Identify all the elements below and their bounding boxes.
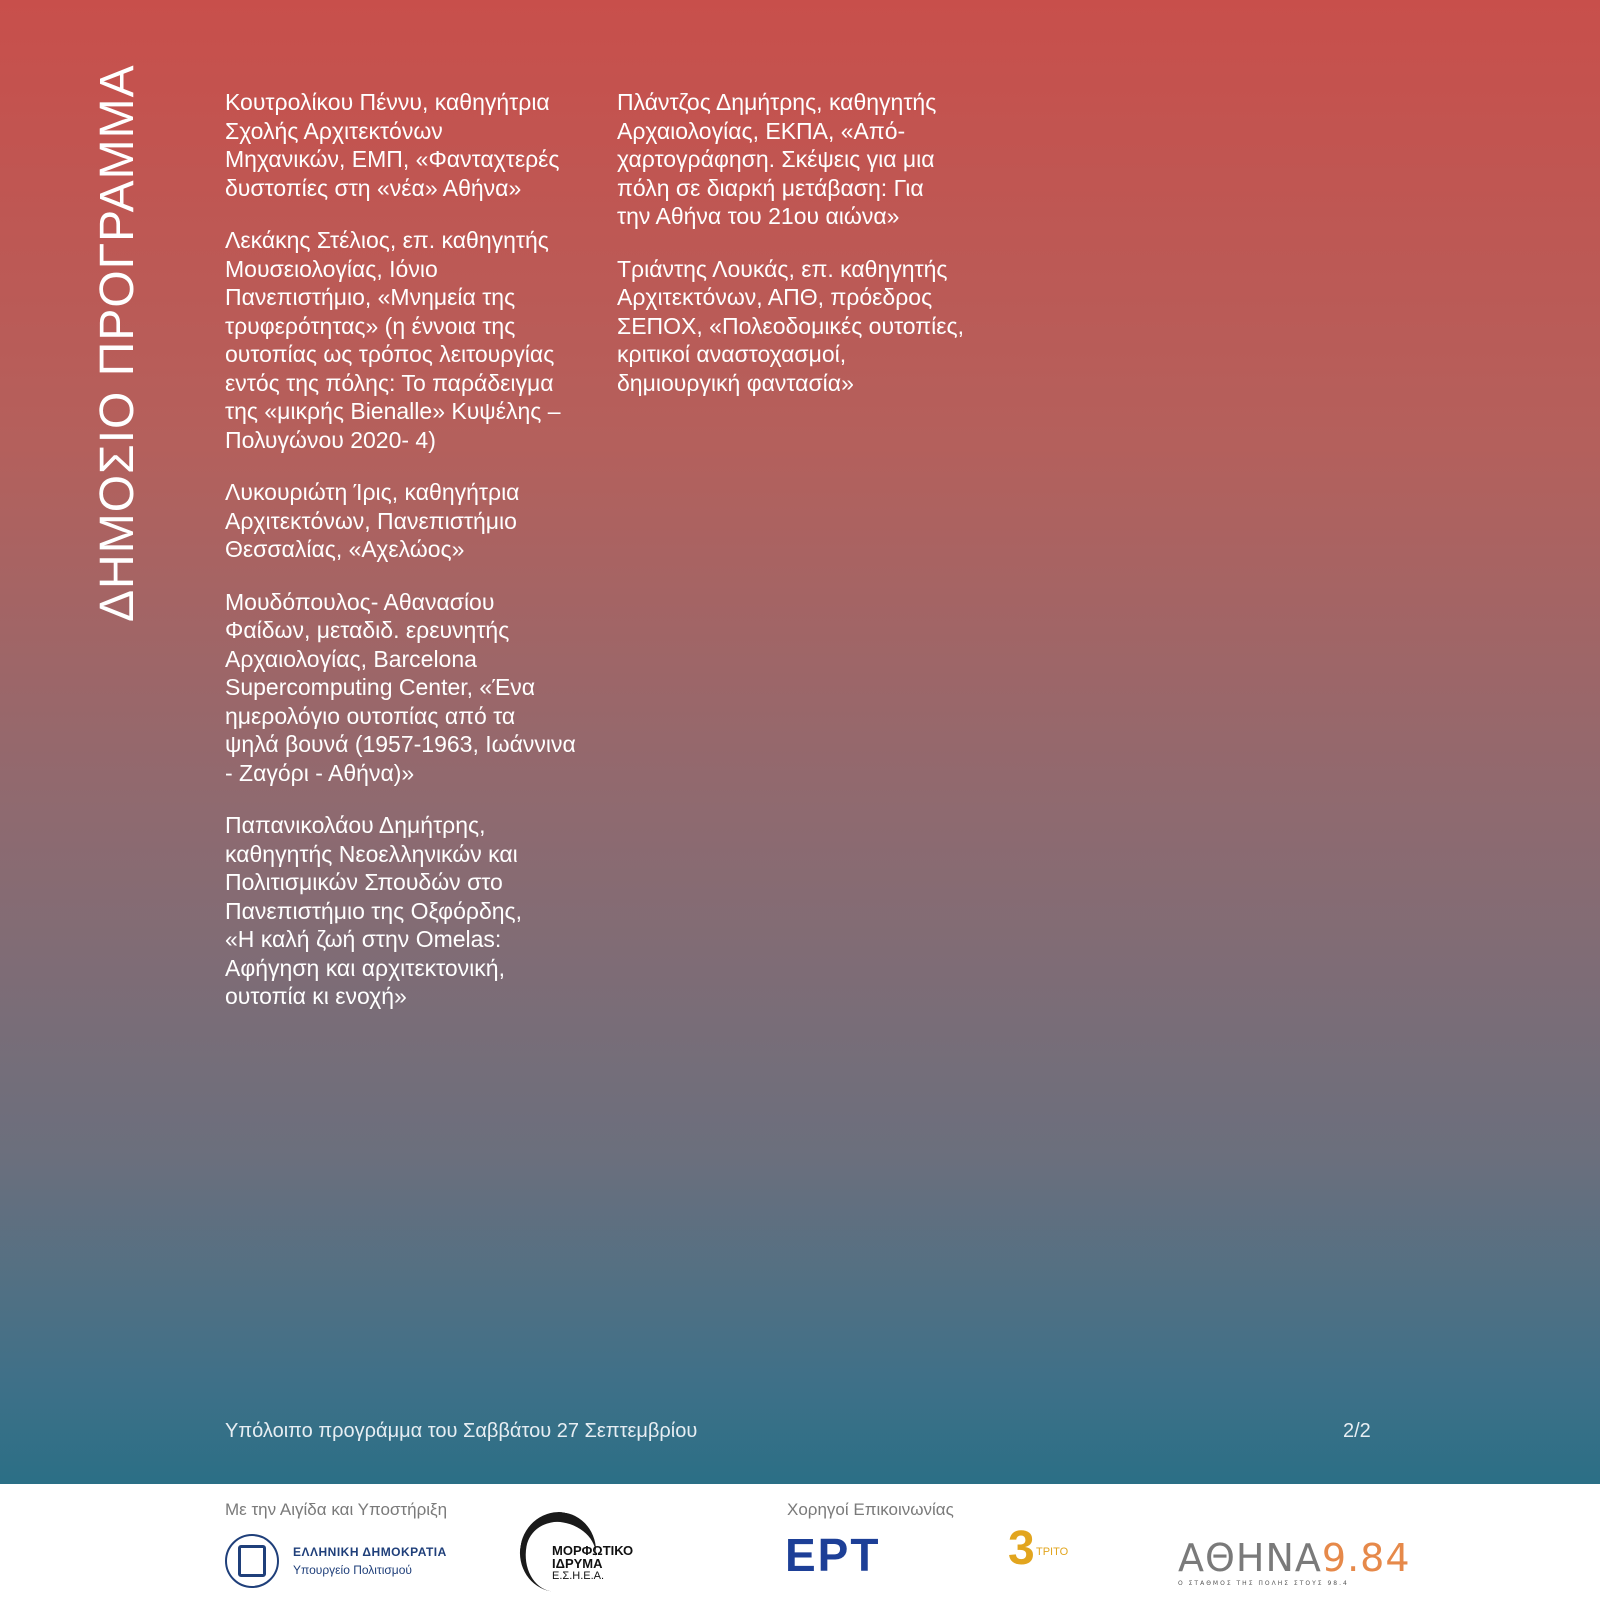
esiea-foundation-logo	[512, 1508, 652, 1590]
media-sponsors-label: Χορηγοί Επικοινωνίας	[787, 1500, 954, 1519]
schedule-note: Υπόλοιπο προγράμμα του Σαββάτου 27 Σεπτεμβρίου	[225, 1420, 698, 1442]
ert-logo: ΕΡΤ	[785, 1529, 881, 1581]
esiea-line3: Ε.Σ.Η.Ε.Α.	[552, 1570, 605, 1582]
ministry-name: Υπουργείο Πολιτισμού	[293, 1563, 412, 1577]
speaker-entry: Παπανικολάου Δημήτρης, καθηγητής Νεοελληνικών και Πολιτισμικών Σπουδών στο Πανεπιστήμιο της Οξφόρδης, «Η καλή ζωή στην Omelas: Αφήγηση και αρχιτεκτονική, ουτοπία κι ενοχή»	[225, 812, 523, 1009]
athina-984-logo	[1178, 1536, 1411, 1587]
speaker-entry: Κουτρολίκου Πέννυ, καθηγήτρια Σχολής Αρχιτεκτόνων Μηχανικών, ΕΜΠ, «Φανταχτερές δυστοπίες στη «νέα» Αθήνα»	[225, 89, 560, 201]
speaker-entry: Μουδόπουλος- Αθανασίου Φαίδων, μεταδιδ. ερευνητής Αρχαιολογίας, Barcelona Supercomputing Center, «Ένα ημερολόγιο ουτοπίας από τα ψηλά βουνά (1957-1963, Ιωάννινα - Ζαγόρι - Αθήνα)»	[225, 588, 576, 786]
sponsor-strip	[0, 1484, 1600, 1600]
speakers-column-2	[617, 88, 987, 421]
gov-name: ΕΛΛΗΝΙΚΗ ΔΗΜΟΚΡΑΤΙΑ	[293, 1545, 447, 1559]
athina-tagline: Ο ΣΤΑΘΜΟΣ ΤΗΣ ΠΟΛΗΣ ΣΤΟΥΣ 98.4	[1178, 1580, 1349, 1587]
speaker-entry: Λεκάκης Στέλιος, επ. καθηγητής Μουσειολογίας, Ιόνιο Πανεπιστήμιο, «Μνημεία της τρυφερότητας» (η έννοια της ουτοπίας ως τρόπος λειτουργίας εντός της πόλης: Το παράδειγμα της «μικρής Bienalle» Κυψέλης – Πολυγώνου 2020- 4)	[225, 227, 561, 453]
hellenic-republic-logo	[225, 1534, 447, 1588]
speaker-entry: Πλάντζος Δημήτρης, καθηγητής Αρχαιολογίας, ΕΚΠΑ, «Από- χαρτογράφηση. Σκέψεις για μια πόλη σε διαρκή μετάβαση: Για την Αθήνα του 21ου αιώνα»	[617, 89, 937, 229]
page-number: 2/2	[1343, 1420, 1371, 1442]
trito-programma-logo	[1008, 1522, 1069, 1575]
speaker-entry: Λυκουριώτη Ίρις, καθηγήτρια Αρχιτεκτόνων, Πανεπιστήμιο Θεσσαλίας, «Αχελώος»	[225, 479, 520, 562]
support-label: Με την Αιγίδα και Υποστήριξη	[225, 1500, 448, 1519]
speaker-entry: Τριάντης Λουκάς, επ. καθηγητής Αρχιτεκτόνων, ΑΠΘ, πρόεδρος ΣΕΠΟΧ, «Πολεοδομικές ουτοπίες, κριτικοί αναστοχασμοί, δημιουργική φαντασία»	[617, 255, 964, 396]
athina-name: ΑΘΗΝΑ	[1178, 1536, 1322, 1580]
esiea-line1: ΜΟΡΦΩΤΙΚΟ	[552, 1543, 634, 1558]
vertical-title-wrap	[91, 64, 144, 666]
trito-numeral: 3	[1008, 1522, 1035, 1575]
athina-frequency: 9.84	[1321, 1536, 1411, 1580]
esiea-line2: ΙΔΡΥΜΑ	[552, 1556, 603, 1571]
speakers-column-1	[225, 88, 595, 1035]
trito-label: ΤΡΙΤΟ	[1036, 1546, 1069, 1558]
page-title: ΔΗΜΟΣΙΟ ΠΡΟΓΡΑΜΜΑ	[91, 64, 144, 622]
greek-seal-icon	[225, 1534, 279, 1588]
